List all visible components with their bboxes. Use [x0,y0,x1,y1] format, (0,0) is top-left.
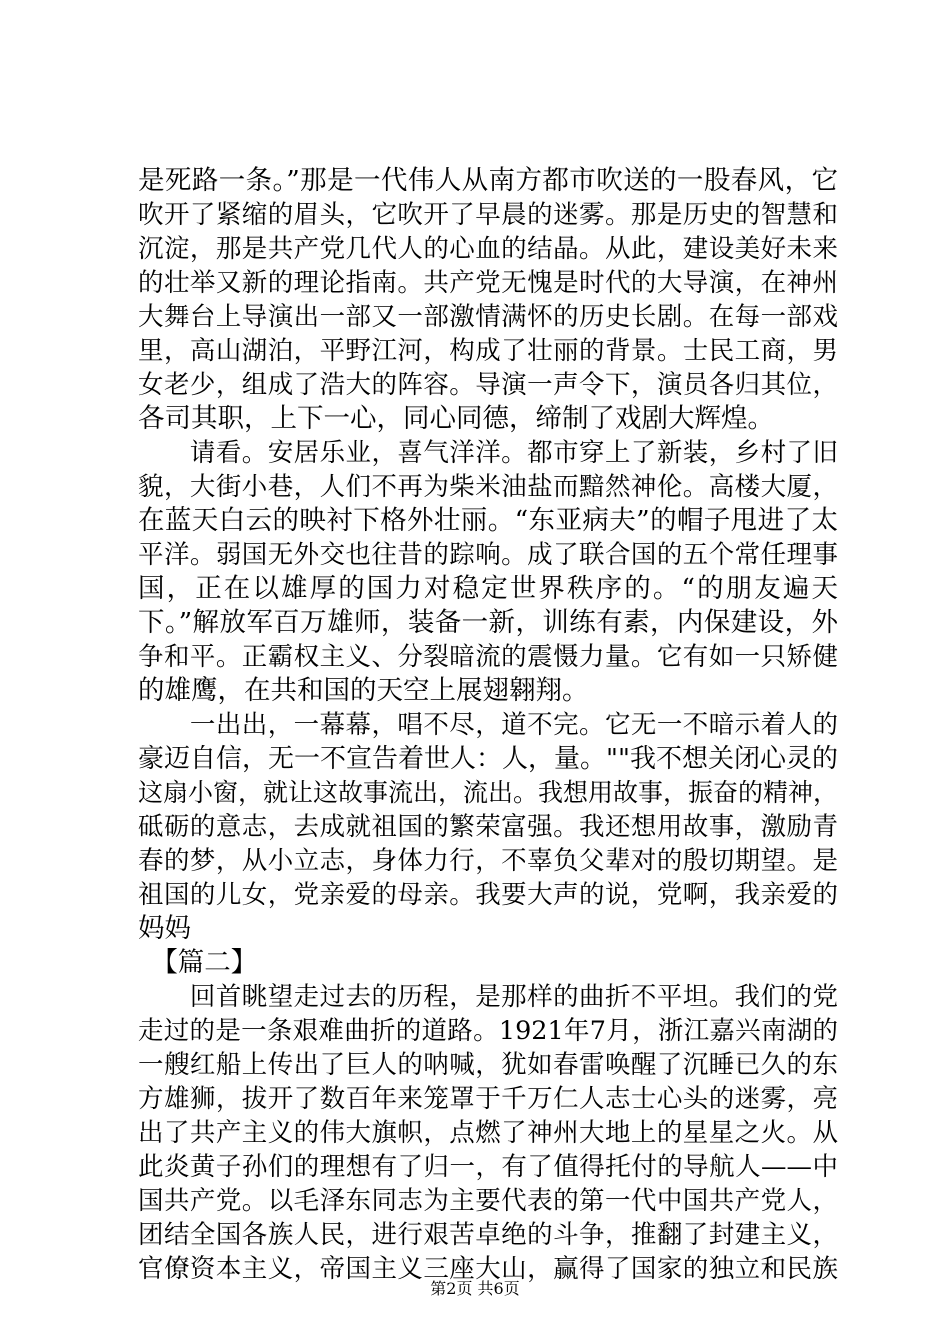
text-line: 各司其职，上下一心，同心同德，缔制了戏剧大辉煌。 [138,403,774,434]
text-line: 春的梦，从小立志，身体力行，不辜负父辈对的殷切期望。是 [138,846,838,876]
text-line: 团结全国各族人民，进行艰苦卓绝的斗争，推翻了封建主义， [138,1220,838,1250]
text-line: 国，正在以雄厚的国力对稳定世界秩序的。“的朋友遍天 [138,573,838,604]
text-line: 貌，大街小巷，人们不再为柴米油盐而黯然神伦。高楼大厦， [138,472,838,502]
text-line: 在蓝天白云的映衬下格外壮丽。“东亚病夫”的帽子甩进了太 [138,505,838,536]
text-line: 妈妈 [138,913,191,944]
text-line: 祖国的儿女，党亲爱的母亲。我要大声的说，党啊，我亲爱的 [138,880,838,910]
text-line: 砥砺的意志，去成就祖国的繁荣富强。我还想用故事，激励青 [138,812,838,842]
text-line: 吹开了紧缩的眉头，它吹开了早晨的迷雾。那是历史的智慧和 [138,200,838,230]
text-line: 这扇小窗，就让这故事流出，流出。我想用故事，振奋的精神， [138,778,839,807]
text-line: 大舞台上导演出一部又一部激情满怀的历史长剧。在每一部戏 [138,302,838,332]
text-line: 一艘红船上传出了巨人的呐喊，犹如春雷唤醒了沉睡已久的东 [138,1050,838,1080]
text-line: 【篇二】 [138,947,258,978]
text-line: 争和平。正霸权主义、分裂暗流的震慑力量。它有如一只矫健 [138,642,838,672]
text-line: 一出出，一幕幕，唱不尽，道不完。它无一不暗示着人的 [138,710,838,740]
text-line: 方雄狮，拔开了数百年来笼罩于千万仁人志士心头的迷雾，亮 [138,1084,838,1114]
text-line: 下。”解放军百万雄师，装备一新，训练有素，内保建设，外 [138,607,838,638]
text-line: 官僚资本主义，帝国主义三座大山，赢得了国家的独立和民族 [138,1254,838,1284]
text-line: 的雄鹰，在共和国的天空上展翅翱翔。 [138,675,589,706]
text-line: 走过的是一条艰难曲折的道路。1921年7月，浙江嘉兴南湖的 [138,1016,838,1046]
text-line: 是死路一条。”那是一代伟人从南方都市吹送的一股春风，它 [138,165,838,196]
text-line: 豪迈自信，无一不宣告着世人：人，量。""我不想关闭心灵的 [138,744,838,774]
text-line: 国共产党。以毛泽东同志为主要代表的第一代中国共产党人， [138,1186,838,1216]
page-footer: 第2页 共6页 [430,1279,520,1298]
text-line: 里，高山湖泊，平野江河，构成了壮丽的背景。士民工商，男 [138,336,838,366]
text-line: 女老少，组成了浩大的阵容。导演一声令下，演员各归其位， [138,370,838,400]
text-line: 平洋。弱国无外交也往昔的踪响。成了联合国的五个常任理事 [138,540,838,570]
document-body [138,164,838,1286]
text-line: 沉淀，那是共产党几代人的心血的结晶。从此，建设美好未来 [138,234,838,264]
text-line: 的壮举又新的理论指南。共产党无愧是时代的大导演，在神州 [138,268,838,298]
text-line: 此炎黄子孙们的理想有了归一，有了值得托付的导航人——中 [138,1152,838,1182]
text-line: 出了共产主义的伟大旗帜，点燃了神州大地上的星星之火。从 [138,1118,838,1148]
text-line: 请看。安居乐业，喜气洋洋。都市穿上了新装，乡村了旧 [138,438,838,468]
text-line: 回首眺望走过去的历程，是那样的曲折不平坦。我们的党 [138,982,838,1012]
